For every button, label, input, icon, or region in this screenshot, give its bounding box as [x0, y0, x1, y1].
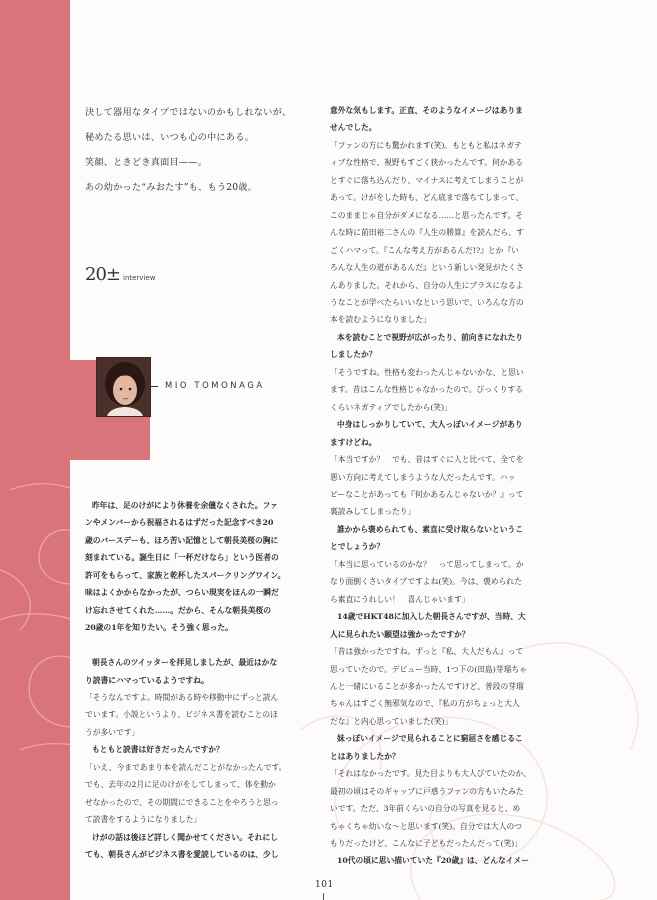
article-column-right — [330, 102, 558, 870]
article-line: なり面倒くさいタイプですよね(笑)。今は、褒められた — [330, 577, 522, 587]
article-line: 昨年は、足のけがにより休養を余儀なくされた。ファ — [91, 501, 278, 510]
article-line: 20歳の1年を知りたい。そう強く思った。 — [85, 623, 233, 633]
article-line: だな』と内心思っていました(笑)」 — [330, 716, 453, 726]
person-name: MIO TOMONAGA — [165, 380, 265, 390]
portrait-photo — [96, 357, 151, 417]
article-line: 「いえ、今まであまり本を読んだことがなかったんです。 — [85, 762, 287, 772]
series-logo — [85, 264, 155, 285]
series-word: interview — [123, 274, 156, 282]
article-line: ちゃくちゃ幼いな～と思います(笑)。自分では大人のつ — [330, 821, 523, 831]
article-line: 10代の頃に思い描いていた『20歳』は、どんなイメー — [336, 856, 529, 866]
article-line: ンやメンバーから祝福されるはずだった記念すべき20 — [85, 518, 274, 528]
article-line: ろんな人生の道があるんだ』という新しい発見がたくさ — [330, 263, 524, 273]
article-line: せんでした。 — [330, 123, 377, 133]
article-line: ら素直にうれしい！ 喜んじゃいます」 — [330, 594, 470, 604]
article-line: 「本当に思っているのかな？ って思ってしまって。か — [330, 559, 524, 569]
article-line: しましたか？ — [330, 350, 377, 360]
article-line: せなかったので、その期間にできることをやろうと思っ — [85, 797, 279, 807]
article-line: ます。昔はこんな性格じゃなかったので。びっくりする — [330, 385, 523, 395]
article-line: 意外な気もします。正直、そのようなイメージはありま — [330, 106, 523, 115]
article-line: うなことが学べたらいいなという思いで、いろんな方の — [330, 297, 524, 307]
article-line: 中身はしっかりしていて、大人っぽいイメージがあり — [336, 420, 523, 430]
article-line: とでしょうか？ — [330, 542, 385, 552]
name-rule — [150, 386, 158, 387]
article-line: もりだったけど、こんなに子どもだったんだって(笑)」 — [330, 839, 523, 849]
article-line: んな時に前田裕二さんの『人生の勝算』を読んだら、す — [330, 228, 524, 238]
article-line: 「本当ですか？ でも、昔はすぐに人と比べて、全てを — [330, 455, 524, 465]
article-line: でいます。小説というより、ビジネス書を読むことのほ — [85, 710, 278, 720]
article-line: て読書をするようになりました」 — [85, 815, 202, 825]
lead-line: 決して器用なタイプではないのかもしれないが、 — [85, 107, 292, 118]
article-line: 本を読むことで視野が広がったり、前向きになれたり — [336, 332, 523, 342]
article-line: 悪い方向に考えてしまうような人だったんです。ハッ — [330, 472, 516, 482]
article-line: 裏読みしてしまったり」 — [330, 507, 416, 517]
article-line: ますけどね。 — [330, 437, 377, 447]
article-line: とはありましたか？ — [330, 751, 400, 761]
article-line: 14歳でHKT48に加入した朝長さんですが、当時、大 — [336, 612, 526, 622]
article-line: あって。けがをした時も、どん底まで落ちてしまって、 — [330, 193, 524, 203]
article-line: 「そうなんですよ。時間がある時や移動中にずっと読ん — [85, 692, 279, 702]
article-line: 許可をもらって、家族と乾杯したスパークリングワイン。 — [85, 570, 286, 580]
article-line: け忘れさせてくれた……。だから、そんな朝長美桜の — [85, 605, 272, 615]
article-line: でも、去年の2月に足のけがをしてしまって、体を動か — [85, 780, 276, 790]
article-line: いです。ただ、3年前くらいの自分の写真を見ると、め — [330, 804, 521, 814]
article-line: このままじゃ自分がダメになる……と思ったんです。そ — [330, 210, 524, 220]
article-line: けがの話は後ほど詳しく聞かせてください。それにし — [91, 832, 278, 842]
article-line: んと一緒にいることが多かったんですけど、普段の芽瑠 — [330, 681, 524, 691]
article-line: 本を読むようになりました」 — [330, 315, 431, 325]
lead-line: あの幼かった“みおたす”も、もう20歳。 — [85, 182, 258, 193]
article-line: ィブな性格で、視野もすごく狭かったんです。何かある — [330, 158, 523, 168]
article-line: うが多いです」 — [85, 727, 140, 737]
article-line: ピーなことがあっても『何かあるんじゃないか？』って — [330, 489, 524, 499]
article-line: 最初の頃はそのギャップに戸惑うファンの方もいたみた — [330, 786, 524, 796]
page-number: 101 — [315, 880, 334, 890]
article-line: 妹っぽいイメージで見られることに窮屈さを感じるこ — [336, 734, 523, 744]
article-line: 刻まれている。誕生日に「一杯だけなら」という医者の — [85, 553, 279, 563]
series-number: 20± — [85, 264, 120, 285]
article-line: 「それはなかったです。見た目よりも大人びていたのか、 — [330, 769, 531, 779]
article-line: 思っていたので。デビュー当時、1つ下の(田島)芽瑠ちゃ — [330, 664, 527, 674]
article-line: 朝長さんのツイッターを拝見しましたが、最近はかな — [91, 658, 278, 668]
lead-line: 笑顔、ときどき真面目——。 — [85, 157, 208, 168]
article-column-left — [85, 497, 313, 864]
lead-text — [85, 100, 291, 200]
article-line: 「昔は強かったですね。ずっと『私、大人だもん』って — [330, 647, 524, 657]
article-line: 「そうですね。性格も変わったんじゃないかな、と思い — [330, 367, 524, 377]
article-line: 歳のバースデーも、ほろ苦い記憶として朝長美桜の胸に — [85, 535, 279, 545]
article-line: ちゃんはすごく無邪気なので、『私の方がちょっと大人 — [330, 699, 520, 709]
article-line: もともと読書は好きだったんですか？ — [91, 745, 224, 755]
article-line: 「ファンの方にも驚かれます(笑)。もともと私はネガテ — [330, 140, 522, 150]
article-line: り読書にハマっているようですね。 — [85, 675, 209, 685]
article-line — [85, 637, 313, 654]
article-line: 味はよくかからなかったが、つらい現実をほんの一瞬だ — [85, 588, 279, 598]
article-line: 人に見られたい願望は強かったですか？ — [330, 629, 470, 639]
article-line: ても、朝長さんがビジネス書を愛読しているのは、少し — [85, 850, 279, 860]
article-line: とすぐに落ち込んだり、マイナスに考えてしまうことが — [330, 175, 524, 185]
article-line: ごくハマって。『こんな考え方があるんだ!?』とか『い — [330, 245, 519, 255]
lead-line: 秘めたる思いは、いつも心の中にある。 — [85, 132, 254, 143]
page-tick — [323, 893, 324, 900]
article-line: 誰かから褒められても、素直に受け取らないというこ — [336, 524, 523, 534]
article-line: んありました。それから、自分の人生にプラスになるよ — [330, 280, 524, 290]
article-line: くらいネガティブでしたから(笑)」 — [330, 402, 452, 412]
